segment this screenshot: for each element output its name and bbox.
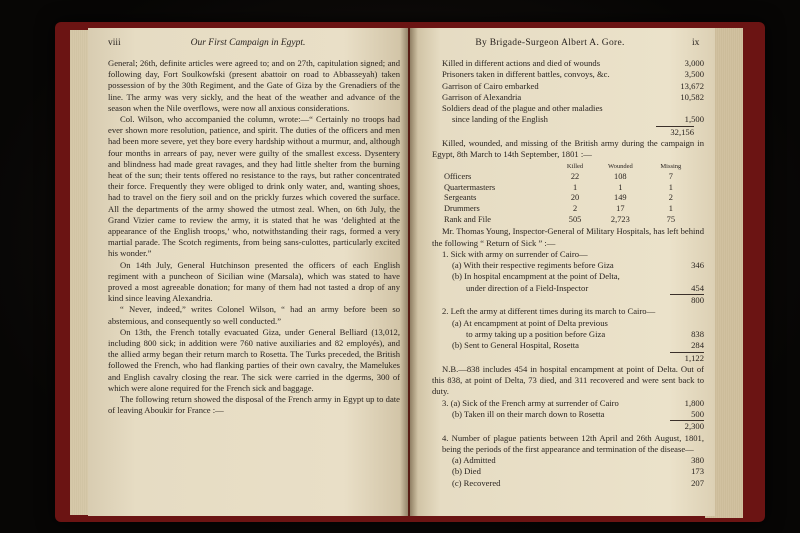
missing-cell: 1 <box>668 204 673 214</box>
killed-cell: 2 <box>572 204 578 214</box>
return-intro: Mr. Thomas Young, Inspector-General of Military Hospitals, has left behind the following “ Return of Sick ” :— <box>432 226 704 248</box>
left-page <box>88 28 408 516</box>
left-running-header: Our First Campaign in Egypt. <box>190 38 306 48</box>
killed-cell: 22 <box>570 172 580 182</box>
row-value <box>664 103 704 114</box>
killed-cell: 505 <box>568 214 582 224</box>
rank-cell: Drummers <box>444 204 480 214</box>
casualty-table <box>444 162 694 226</box>
item-text: (b) Died <box>452 466 481 477</box>
table-row <box>444 183 694 194</box>
paragraph: The following return showed the disposal of the French army in Egypt up to date of leaving Aboukir for France :— <box>108 394 400 416</box>
item-value: 838 <box>691 328 704 339</box>
list-item <box>432 409 704 420</box>
row-label: Killed in different actions and died of wounds <box>442 58 601 68</box>
return-item-1: 1. Sick with army on surrender of Cairo— <box>442 248 588 259</box>
casualty-intro: Killed, wounded, and missing of the British army during the campaign in Egypt, 8th March to 14th September, 1801 :— <box>432 138 704 160</box>
table-row <box>444 172 694 183</box>
table-row <box>432 69 704 80</box>
item-text: (a) With their respective regiments before Giza <box>452 260 614 271</box>
right-running-header: By Brigade-Surgeon Albert A. Gore. <box>475 38 625 48</box>
row-value: 3,000 <box>684 58 704 68</box>
item-value: 284 <box>691 340 704 351</box>
paragraph: On 13th, the French totally evacuated Giza, under General Belliard (13,012, including 800 sick; in addition were 760 native auxiliaries and 82 employés), and the allied army began their return march to Rosetta. The Turks preceded, the British followed the French, who had flanking parties of their own cavalry, the Mamelukes and English cavalry closing the rear. The sick were carried in the dgerms, 300 of which were alone required for the French sick and baggage. <box>108 326 400 393</box>
row-label: Garrison of Alexandria <box>442 91 522 102</box>
table-row <box>432 58 704 69</box>
table-row <box>444 204 694 215</box>
item-text: to army taking up a position before Giza <box>466 328 606 339</box>
item-text: (b) Taken ill on their march down to Rosetta <box>452 408 605 419</box>
row-label: since landing of the English <box>452 114 548 125</box>
list-item <box>432 340 704 351</box>
item-value: 800 <box>670 294 704 306</box>
list-item <box>432 478 704 489</box>
item-value: 2,300 <box>670 420 704 432</box>
item-text: (c) Recovered <box>452 477 501 488</box>
paragraph: Col. Wilson, who accompanied the column, wrote:—“ Certainly no troops had ever shown more resolution, patience, and spirit. The duties of the officers and men had been more severe, yet they bore every hardship without a murmur, and, although four months in arrears of pay, never were guilty of the smallest excess. Dysentery and blindness had made great ravages, and they had little shelter from the burning heat of the sun; their tents offered no resistance to the rays, but rather concentrated their force. Frequently they were obliged to drink only water, and, wanting shoes, had to travel on the fiery soil and on the prickly furzes which covered the surface. All the departments of the army showed the utmost zeal. When, on 6th July, the Grand Vizier came to review the army, it is stated that he was ‘delighted at the appearance of the English troops,’ who, notwithstanding their rags, formed a very martial parade. The Scotch regiments, from being sans-culottes, particularly excited his wonder.” <box>108 114 400 259</box>
list-item <box>432 455 704 466</box>
list-item <box>432 329 704 340</box>
item-total <box>432 352 704 364</box>
right-body <box>432 58 704 489</box>
left-body <box>108 58 400 417</box>
item-value: 1,800 <box>684 397 704 408</box>
item-value: 500 <box>691 408 704 419</box>
rank-cell: Sergeants <box>444 193 477 203</box>
rank-cell: Rank and File <box>444 214 491 224</box>
wounded-cell: 108 <box>614 172 627 182</box>
item-value: 346 <box>691 260 704 271</box>
item-value: 380 <box>691 455 704 466</box>
item-value: 173 <box>691 466 704 477</box>
row-label: Garrison of Cairo embarked <box>442 80 539 91</box>
column-header: Killed <box>566 162 584 170</box>
paragraph: On 14th July, General Hutchinson presented the officers of each English regiment with a puncheon of Sicilian wine (Marsala), which was stated to have proved a most agreeable donation; for many of them had not tasted a drop of any kind since leaving Alexandria. <box>108 259 400 304</box>
item-value: 454 <box>691 282 704 293</box>
item-value: 1,122 <box>670 352 704 364</box>
row-value: 10,582 <box>680 91 704 102</box>
item-total <box>432 420 704 432</box>
missing-cell: 1 <box>668 182 673 192</box>
losses-table <box>432 58 704 138</box>
list-item: (b) In hospital encampment at the point of Delta, <box>452 271 620 282</box>
item-text: (a) Admitted <box>452 455 496 466</box>
missing-cell: 2 <box>668 193 673 203</box>
wounded-cell: 2,723 <box>610 214 630 224</box>
losses-total: 32,156 <box>656 126 694 138</box>
list-item <box>432 260 704 271</box>
book-gutter <box>400 28 418 516</box>
right-page-number: ix <box>692 38 700 48</box>
paragraph: General; 26th, definite articles were agreed to; and on 27th, capitulation signed; and following day, Fort Soulkowfski (present abattoir on road to Abbasseyah) taken possession of by the 30th Regiment, and the Gate of Giza by the Grenadiers of the line. The army was very sickly, and the heat of the weather and advance of the season when the Nile overflows, were now all anxious considerations. <box>108 58 400 113</box>
list-item: (a) At encampment at point of Delta previous <box>452 317 608 328</box>
table-row <box>432 92 704 103</box>
return-item-4: 4. Number of plague patients between 12th April and 26th August, 1801, being the periods of the first appearance and termination of the disease— <box>442 432 704 454</box>
wounded-cell: 149 <box>614 193 627 203</box>
row-value: 13,672 <box>680 80 704 91</box>
missing-cell: 75 <box>666 214 676 224</box>
table-row <box>444 193 694 204</box>
list-item <box>432 398 704 409</box>
missing-cell: 7 <box>668 172 673 182</box>
item-total <box>432 294 704 306</box>
item-text: 3. (a) Sick of the French army at surrender of Cairo <box>442 397 619 408</box>
wounded-cell: 1 <box>618 182 623 192</box>
item-text: under direction of a Field-Inspector <box>466 282 589 293</box>
list-item <box>432 283 704 294</box>
table-row <box>444 215 694 226</box>
table-row <box>432 103 704 114</box>
table-row <box>432 114 704 125</box>
item-value: 207 <box>691 477 704 488</box>
row-value: 3,500 <box>684 69 704 80</box>
return-item-2: 2. Left the army at different times during its march to Cairo— <box>442 306 656 317</box>
table-row <box>432 81 704 92</box>
left-page-number: viii <box>108 38 121 48</box>
rank-cell: Quartermasters <box>444 182 496 192</box>
row-label: Prisoners taken in different battles, convoys, &c. <box>442 69 610 80</box>
nb-note: N.B.—838 includes 454 in hospital encampment at point of Delta. Out of this 838, at point of Delta, 73 died, and 311 recovered and were sent back to duty. <box>432 363 704 397</box>
row-label: Soldiers dead of the plague and other maladies <box>442 103 603 114</box>
column-header: Wounded <box>607 162 633 170</box>
row-value: 1,500 <box>684 114 704 125</box>
paragraph: “ Never, indeed,” writes Colonel Wilson, “ had an army before been so abstemious, and consequently so well conducted.” <box>108 304 400 326</box>
wounded-cell: 17 <box>616 204 625 214</box>
right-page <box>410 28 715 516</box>
table-header-row <box>444 162 694 173</box>
killed-cell: 20 <box>570 193 580 203</box>
killed-cell: 1 <box>572 182 578 192</box>
list-item <box>432 466 704 477</box>
rank-cell: Officers <box>444 172 472 182</box>
column-header: Missing <box>660 162 682 170</box>
item-text: (b) Sent to General Hospital, Rosetta <box>452 340 579 351</box>
